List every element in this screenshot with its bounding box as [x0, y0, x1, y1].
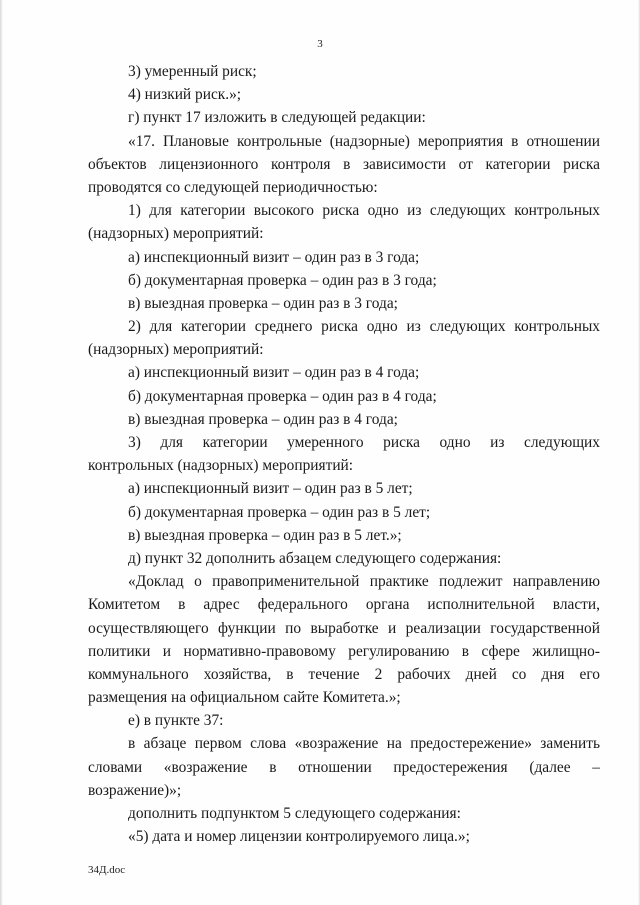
- text-line: а) инспекционный визит – один раз в 4 года;: [128, 364, 420, 382]
- text-line: б) документарная проверка – один раз в 5 лет;: [128, 503, 431, 521]
- text-line: 3) умеренный риск;: [128, 63, 257, 80]
- text-line: контрольных (надзорных) мероприятий:: [88, 457, 354, 475]
- page-number: 3: [317, 38, 323, 50]
- text-line: размещения на официальном сайте Комитета.»;: [88, 689, 401, 707]
- text-line: Комитетом в адрес федерального органа исполнительной власти,: [88, 596, 600, 614]
- text-line: а) инспекционный визит – один раз в 5 лет;: [128, 480, 413, 498]
- text-line: проводятся со следующей периодичностью:: [88, 178, 378, 196]
- text-line: политики и нормативно-правовому регулированию в сфере жилищно-: [88, 642, 600, 660]
- text-line: б) документарная проверка – один раз в 4 года;: [128, 387, 437, 405]
- footer-filename: 34Д.doc: [88, 864, 126, 876]
- text-line: 4) низкий риск.»;: [128, 86, 242, 104]
- text-line: дополнить подпунктом 5 следующего содержания:: [128, 805, 461, 822]
- document-body: [88, 60, 600, 848]
- text-line: в) выездная проверка – один раз в 4 года;: [128, 410, 398, 428]
- scan-edge-left: [0, 0, 3, 905]
- text-line: объектов лицензионного контроля в зависимости от категории риска: [88, 155, 600, 173]
- text-line: 2) для категории среднего риска одно из следующих контрольных: [128, 318, 600, 336]
- text-line: б) документарная проверка – один раз в 3 года;: [128, 271, 437, 289]
- text-line: «Доклад о правоприменительной практике подлежит направлению: [128, 573, 600, 591]
- text-line: коммунального хозяйства, в течение 2 рабочих дней со дня его: [88, 665, 600, 683]
- text-line: «5) дата и номер лицензии контролируемого лица.»;: [128, 828, 470, 846]
- text-line: е) в пункте 37:: [128, 712, 224, 730]
- text-line: в) выездная проверка – один раз в 3 года;: [128, 294, 398, 312]
- text-line: осуществляющего функции по выработке и реализации государственной: [88, 619, 600, 637]
- text-line: г) пункт 17 изложить в следующей редакции:: [128, 109, 426, 127]
- text-line: возражение)»;: [88, 781, 182, 799]
- text-line: в) выездная проверка – один раз в 5 лет.»;: [128, 526, 402, 544]
- text-line: д) пункт 32 дополнить абзацем следующего содержания:: [128, 549, 502, 567]
- text-line: в абзаце первом слова «возражение на предостережение» заменить: [128, 735, 600, 753]
- text-line: словами «возражение в отношении предостережения (далее –: [88, 758, 600, 776]
- text-line: «17. Плановые контрольные (надзорные) мероприятия в отношении: [128, 132, 600, 150]
- text-line: а) инспекционный визит – один раз в 3 года;: [128, 248, 420, 266]
- text-line: 3) для категории умеренного риска одно из следующих: [128, 434, 600, 451]
- text-line: (надзорных) мероприятий:: [88, 225, 264, 243]
- text-line: (надзорных) мероприятий:: [88, 341, 264, 359]
- text-line: 1) для категории высокого риска одно из следующих контрольных: [128, 202, 600, 220]
